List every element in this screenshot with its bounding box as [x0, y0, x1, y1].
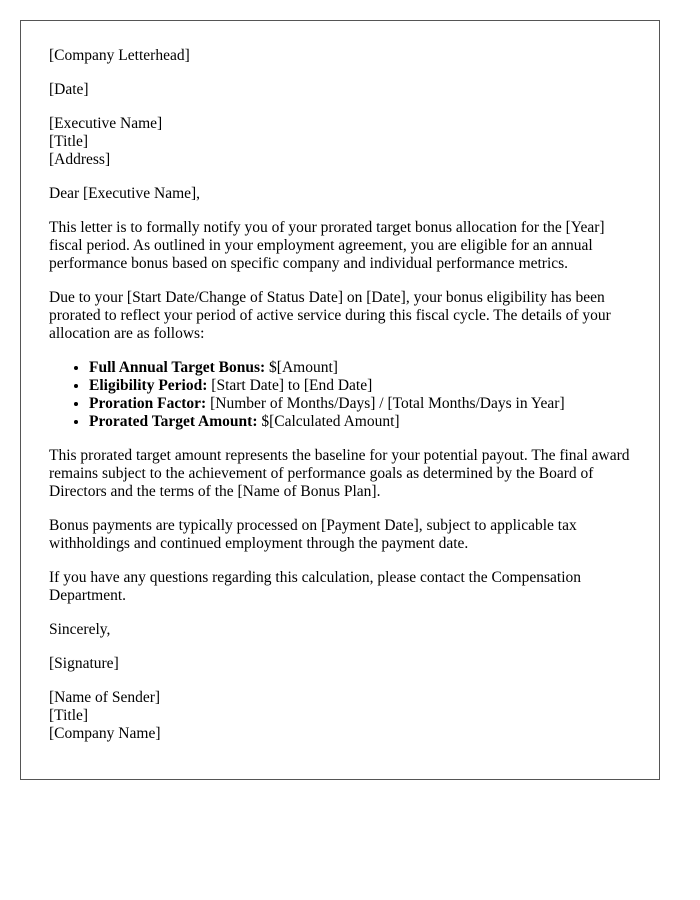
- signature: [Signature]: [49, 655, 119, 672]
- detail-label-full-annual-target-bonus: Full Annual Target Bonus:: [89, 359, 266, 376]
- recipient-name: [Executive Name]: [49, 115, 163, 132]
- recipient-address: [Address]: [49, 151, 111, 168]
- list-item: [89, 395, 631, 413]
- list-item: [89, 413, 631, 431]
- detail-label-eligibility-period: Eligibility Period:: [89, 377, 208, 394]
- detail-value-full-annual-target-bonus: $[Amount]: [265, 359, 338, 376]
- list-item: [89, 359, 631, 377]
- body-paragraph-4: Bonus payments are typically processed on [Payment Date], subject to applicable tax withholdings and continued employment through the payment date.: [49, 517, 577, 552]
- detail-label-proration-factor: Proration Factor:: [89, 395, 207, 412]
- detail-value-eligibility-period: [Start Date] to [End Date]: [207, 377, 373, 394]
- detail-label-prorated-target-amount: Prorated Target Amount:: [89, 413, 258, 430]
- recipient-title: [Title]: [49, 133, 89, 150]
- recipient-block: [49, 115, 631, 169]
- company-letterhead: [Company Letterhead]: [49, 47, 190, 64]
- body-paragraph-3: This prorated target amount represents the baseline for your potential payout. The final award remains subject to the achievement of performance goals as determined by the Board of Directors and the terms of the [Name of Bonus Plan].: [49, 447, 630, 500]
- body-paragraph-5: If you have any questions regarding this calculation, please contact the Compensation Department.: [49, 569, 582, 604]
- sender-name: [Name of Sender]: [49, 689, 161, 706]
- sender-block: [49, 689, 631, 743]
- letter-document: [20, 20, 660, 780]
- list-item: [89, 377, 631, 395]
- sender-company: [Company Name]: [49, 725, 161, 742]
- body-paragraph-2: Due to your [Start Date/Change of Status Date] on [Date], your bonus eligibility has been prorated to reflect your period of active service during this fiscal cycle. The details of your allocation are as follows:: [49, 289, 611, 342]
- detail-value-prorated-target-amount: $[Calculated Amount]: [257, 413, 400, 430]
- closing: Sincerely,: [49, 621, 111, 638]
- bonus-details-list: [49, 359, 631, 431]
- sender-title: [Title]: [49, 707, 89, 724]
- detail-value-proration-factor: [Number of Months/Days] / [Total Months/Days in Year]: [206, 395, 565, 412]
- body-paragraph-1: This letter is to formally notify you of your prorated target bonus allocation for the [Year] fiscal period. As outlined in your employment agreement, you are eligible for an annual performance bonus based on specific company and individual performance metrics.: [49, 219, 605, 272]
- salutation: Dear [Executive Name],: [49, 185, 201, 202]
- letter-date: [Date]: [49, 81, 89, 98]
